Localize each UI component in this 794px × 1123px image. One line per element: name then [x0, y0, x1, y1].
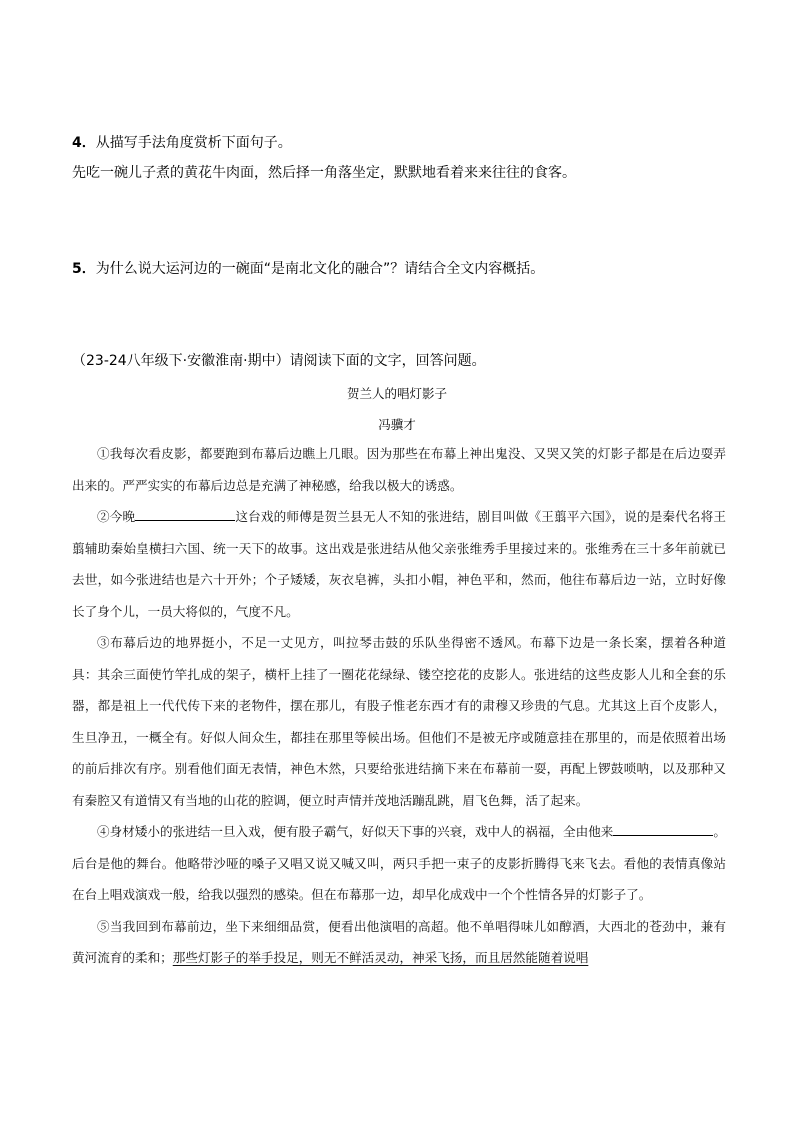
- question-4-prompt: [72, 133, 292, 153]
- question-5-text: 为什么说大运河边的一碗面“是南北文化的融合”？请结合全文内容概括。: [95, 261, 545, 277]
- paragraph-4-start: ④身材矮小的张进结一旦入戏，便有股子霸气，好似天下事的兴衰，戏中人的祸福，全由他来: [97, 824, 614, 839]
- passage-body: [72, 438, 726, 974]
- passage-author: 冯骥才: [378, 417, 416, 432]
- question-5-number: 5．: [72, 261, 96, 277]
- paragraph-5-underlined-sentence: 那些灯影子的举手投足，则无不鲜活灵动，神采飞扬，而且居然能随着说唱: [172, 950, 589, 965]
- passage-title: 贺兰人的唱灯影子: [346, 386, 447, 401]
- fill-blank-2: [613, 823, 713, 836]
- paragraph-3: ③布幕后边的地界挺小，不足一丈见方，叫拉琴击鼓的乐队坐得密不透风。布幕下边是一条长案，摆着各种道具：其余三面使竹竿扎成的架子，横杆上挂了一圈花花绿绿、镂空挖花的皮影人。张进结的这些皮影人儿和全套的乐器，都是祖上一代代传下来的老物件，摆在那儿，有股子惟老东西才有的肃穆又珍贵的气息。尤其这上百个皮影人，生旦净丑，一概全有。好似人间众生，都挂在那里等候出场。但他们不是被无序或随意挂在那里的，而是依照着出场的前后排次有序。别看他们面无表情，神色木然，只要给张进结摘下来在布幕前一耍，再配上锣鼓唢呐，以及那种又有秦腔又有道情又有当地的山花的腔调，便立时声情并茂地活蹦乱跳，眉飞色舞，活了起来。: [72, 635, 726, 808]
- fill-blank-1: [135, 508, 235, 521]
- paragraph-2-start: ②今晚: [97, 509, 136, 524]
- paragraph-5-start: ⑤当我回到布幕前边，坐下来细细品赏，便看出他演唱的高超。他不单唱得味儿如醇酒，大西北的苍劲中，兼有黄河流育的柔和；: [72, 918, 726, 965]
- paragraph-4-rest: 。后台是他的舞台。他略带沙哑的嗓子又唱又说又喊又叫，两只手把一束子的皮影折腾得飞来飞去。看他的表情真像站在台上唱戏演戏一般，给我以强烈的感染。但在布幕那一边，却早化成戏中一个个性情各异的灯影子了。: [72, 824, 727, 902]
- reading-section-intro: （23-24八年级下·安徽淮南·期中）请阅读下面的文字，回答问题。: [72, 353, 486, 369]
- paragraph-4: [72, 816, 726, 911]
- question-4-number: 4．: [72, 135, 96, 151]
- question-4-text: 从描写手法角度赏析下面句子。: [95, 135, 292, 151]
- paragraph-5: [72, 911, 726, 974]
- paragraph-1: ①我每次看皮影，都要跑到布幕后边瞧上几眼。因为那些在布幕上神出鬼没、又哭又笑的灯影子都是在后边耍弄出来的。严严实实的布幕后边总是充满了神秘感，给我以极大的诱惑。: [72, 446, 726, 493]
- paragraph-2-rest: 这台戏的师傅是贺兰县无人不知的张进结，剧目叫做《王翦平六国》，说的是秦代名将王翦辅助秦始皇横扫六国、统一天下的故事。这出戏是张进结从他父亲张维秀手里接过来的。张维秀在三十多年前就已去世，如今张进结也是六十开外；个子矮矮，灰衣皂裤，头扣小帽，神色平和，然而，他往布幕后边一站，立时好像长了身个儿，一员大将似的，气度不凡。: [72, 509, 727, 619]
- question-4-sentence: 先吃一碗儿子煮的黄花牛肉面，然后择一角落坐定，默默地看着来来往往的食客。: [72, 165, 576, 181]
- paragraph-2: [72, 501, 726, 627]
- question-5-prompt: [72, 259, 544, 279]
